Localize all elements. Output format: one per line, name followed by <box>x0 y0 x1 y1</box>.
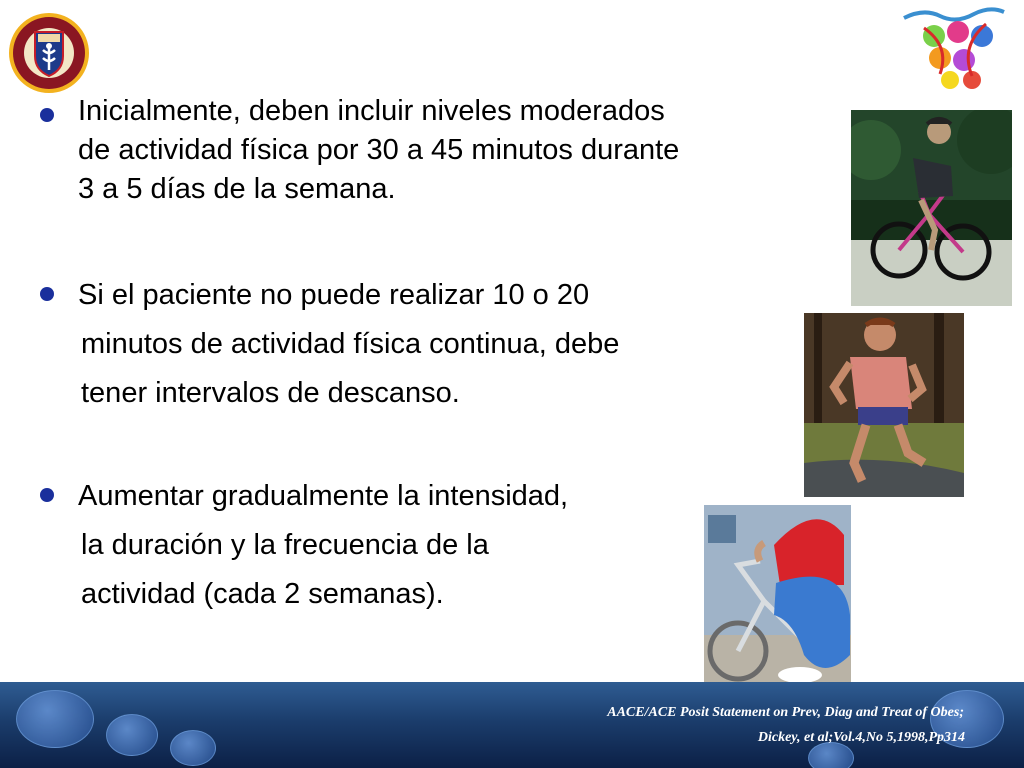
cyclist-photo <box>851 110 1012 306</box>
bullet-line: Inicialmente, deben incluir niveles moderados <box>78 95 665 127</box>
runner-photo <box>804 313 964 497</box>
exercise-bike-photo <box>704 505 851 691</box>
university-seal-icon <box>8 12 90 94</box>
citation-line-1: AACE/ACE Posit Statement on Prev, Diag and Treat of Obes; <box>607 705 964 720</box>
bullet-line: actividad (cada 2 semanas). <box>81 578 444 610</box>
bullet-line: la duración y la frecuencia de la <box>81 529 489 561</box>
conference-logo-icon <box>900 6 1010 92</box>
footer-band <box>0 682 1024 768</box>
bullet-line: Si el paciente no puede realizar 10 o 20 <box>78 279 590 311</box>
decorative-bubble-icon <box>106 714 158 756</box>
bullet-line: tener intervalos de descanso. <box>81 377 460 409</box>
bullet-text <box>78 472 568 619</box>
bullet-text <box>78 271 619 418</box>
bullet-line: 3 a 5 días de la semana. <box>78 173 396 205</box>
bullet-dot-icon <box>40 108 54 122</box>
bullet-line: de actividad física por 30 a 45 minutos durante <box>78 134 680 166</box>
bullet-dot-icon <box>40 287 54 301</box>
decorative-bubble-icon <box>170 730 216 766</box>
bullet-dot-icon <box>40 488 54 502</box>
citation-line-2: Dickey, et al;Vol.4,No 5,1998,Pp314 <box>757 730 965 745</box>
citation <box>607 700 964 750</box>
bullet-line: minutos de actividad física continua, debe <box>81 328 620 360</box>
bullet-text <box>78 92 679 209</box>
bullet-line: Aumentar gradualmente la intensidad, <box>78 480 569 512</box>
decorative-bubble-icon <box>16 690 94 748</box>
